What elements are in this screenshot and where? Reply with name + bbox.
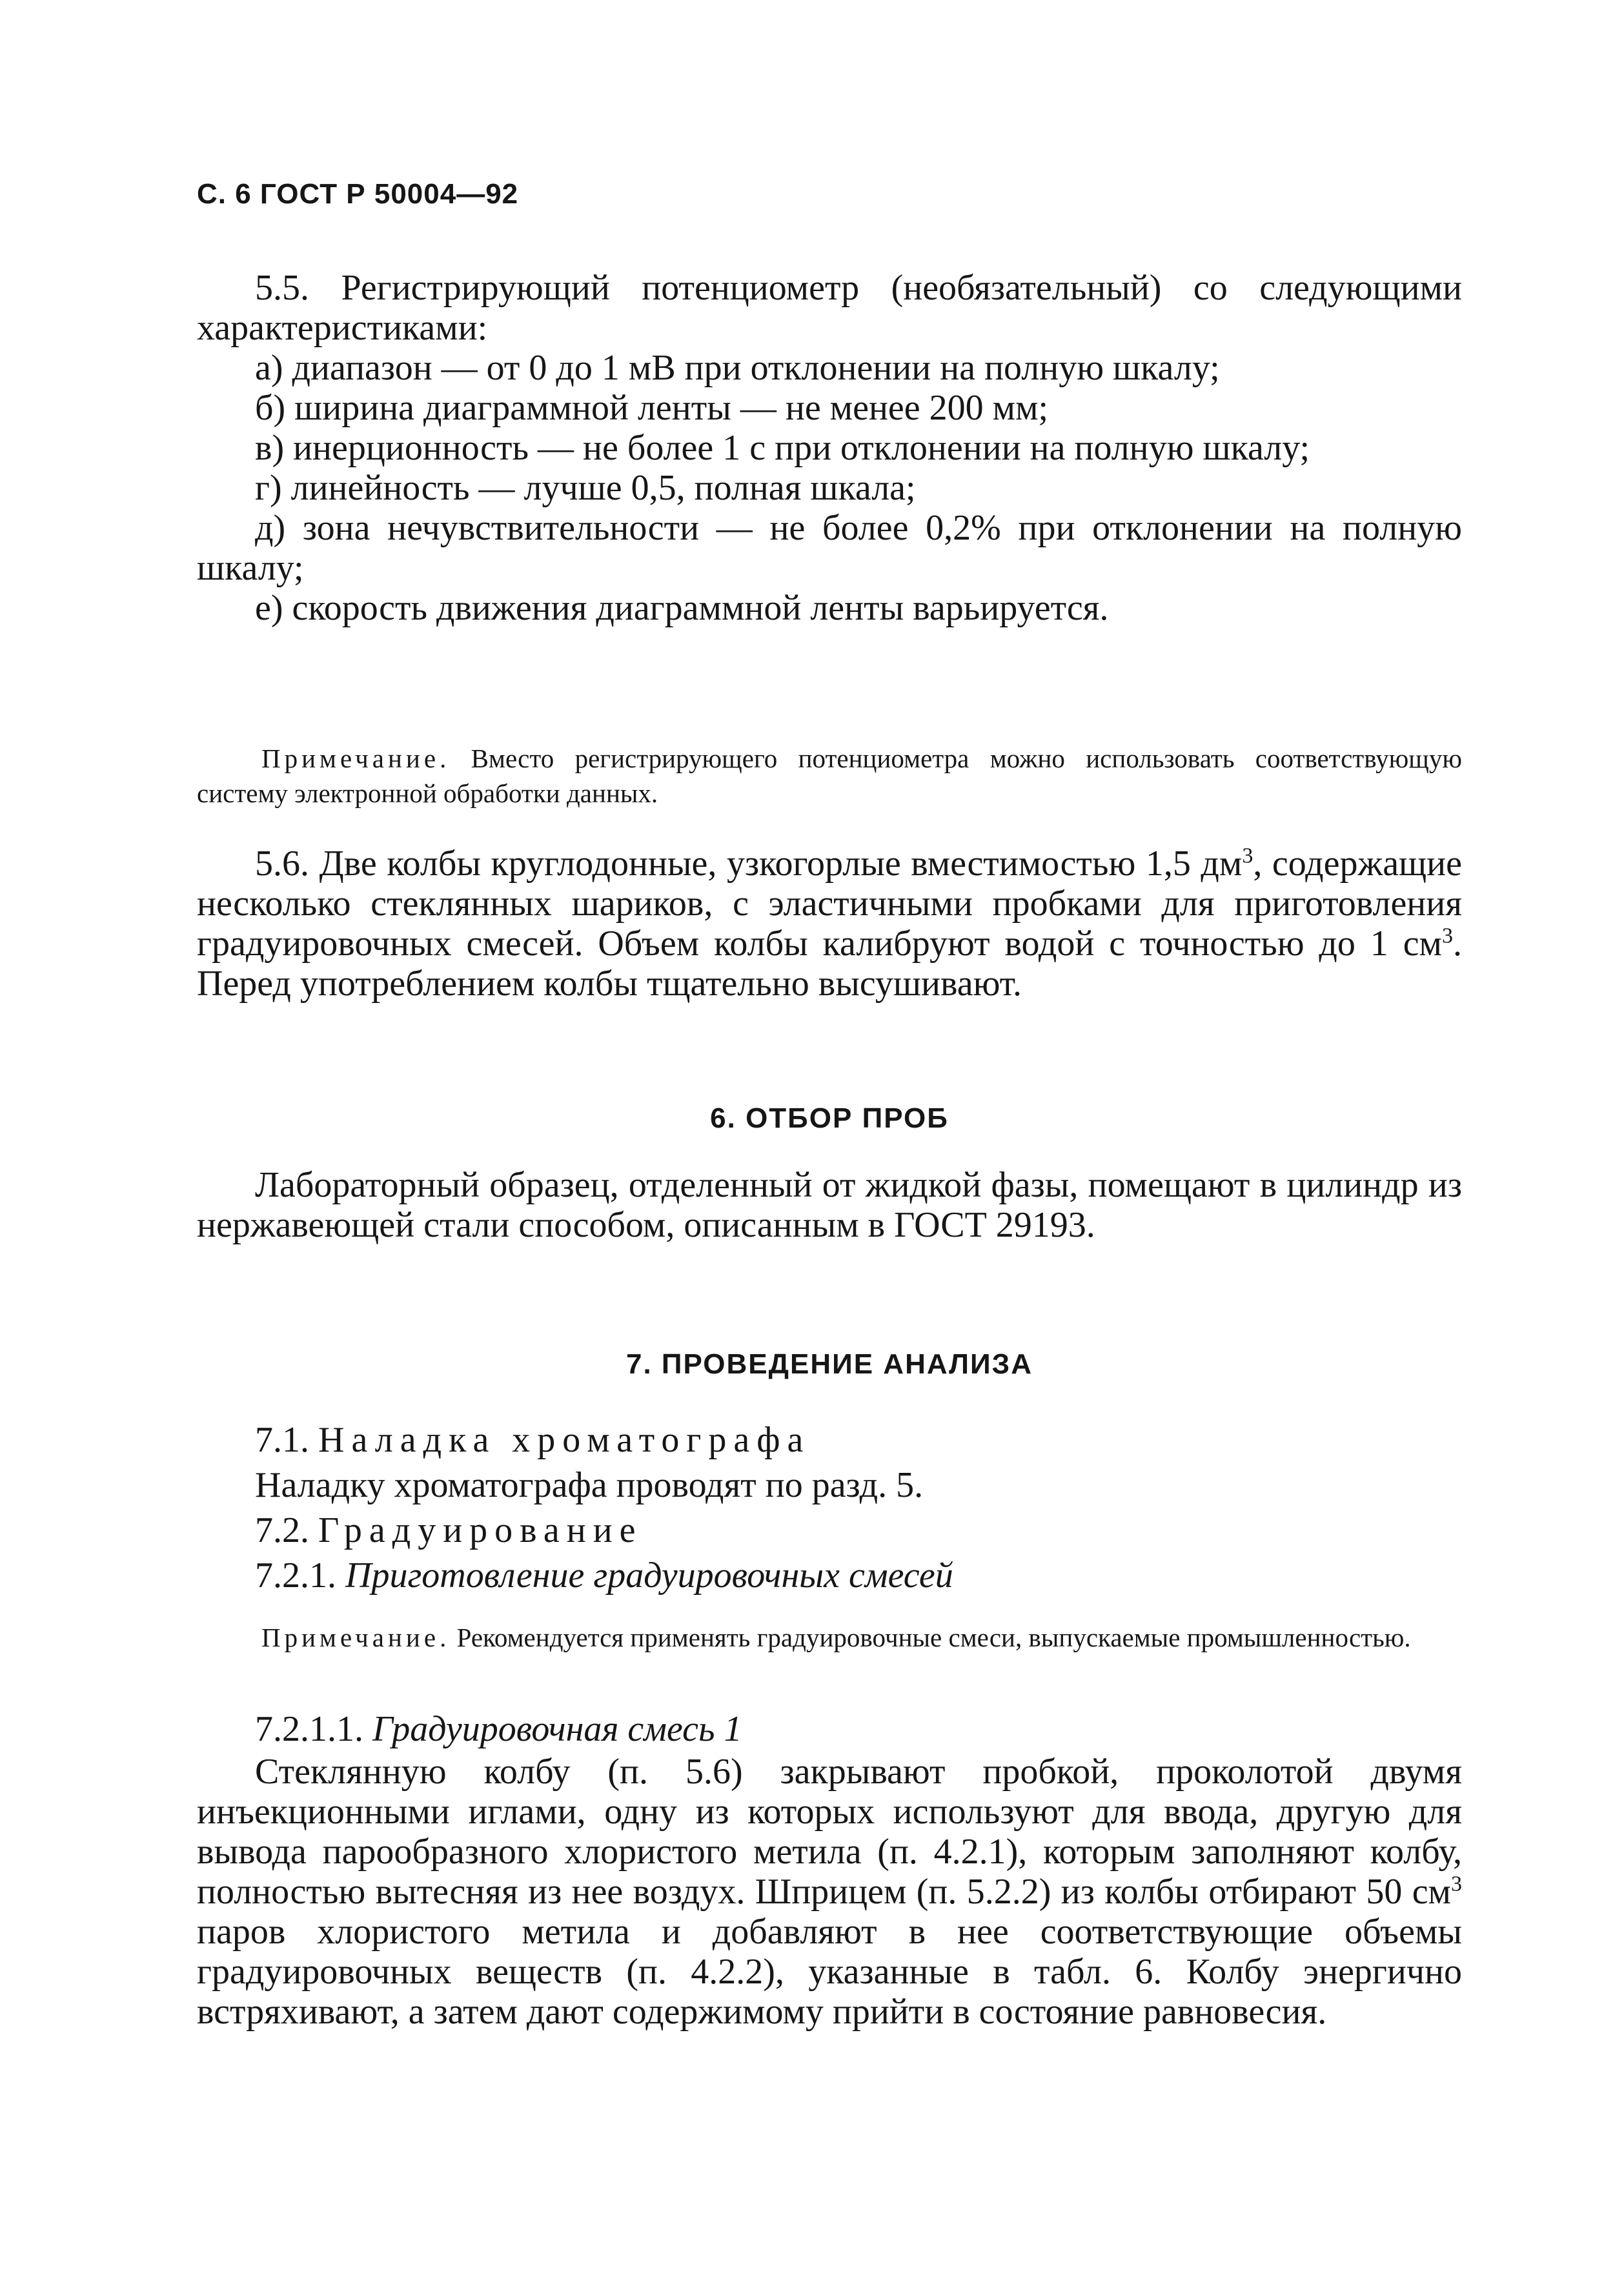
paragraph-7-1: Наладку хроматографа проводят по разд. 5. xyxy=(255,1465,924,1505)
subsection-7-1 xyxy=(197,1420,1462,1460)
superscript: 3 xyxy=(1242,844,1254,868)
section-6-body xyxy=(197,1165,1462,1245)
note-7-2-1 xyxy=(197,1620,1462,1655)
note-label: Примечание. xyxy=(261,1623,451,1652)
subsection-7-2-1-1 xyxy=(197,1709,1462,1749)
paragraph-7-2-1-1: Стеклянную колбу (п. 5.6) закрывают пробкой, проколотой двумя инъекционными иглами, одну из которых используют для ввода, другую для вывода парообразного хлористого метила (п. 4.2.1), которым заполняют колбу, полностью вытесняя из нее воздух. Шприцем (п. 5.2.2) из колбы отбирают 50 $см^3$ паров хлористого метила и добавляют в нее соответствующие объемы градуировочных веществ (п. 4.2.2), указанные в табл. 6. Колбу энергично встряхивают, а затем дают содержимому прийти в состояние равновесия. xyxy=(197,1752,1462,2032)
subsection-7-2-1 xyxy=(197,1555,1462,1595)
subsection-number: 7.2.1. xyxy=(255,1555,336,1595)
paragraph-5-6-part2: , содержащие несколько стеклянных шариков, с эластичными пробками для приготовления градуировочных смесей. Объем колбы калибруют водой с точностью до 1 см xyxy=(197,844,1462,964)
list-item-v: в) инерционность — не более 1 с при отклонении на полную шкалу; xyxy=(255,428,1310,468)
section-5-6 xyxy=(197,844,1462,1004)
superscript: 3 xyxy=(1451,1872,1462,1896)
note-label: Примечание. xyxy=(261,744,451,773)
subsection-title: Градуировочная смесь 1 xyxy=(372,1709,742,1749)
list-item-a: а) диапазон — от 0 до 1 мВ при отклонении на полную шкалу; xyxy=(255,348,1220,388)
note-5-5 xyxy=(197,741,1462,811)
subsection-number: 7.1. xyxy=(255,1420,309,1460)
list-item-e: е) скорость движения диаграммной ленты варьируется. xyxy=(255,588,1109,628)
subsection-number: 7.2. xyxy=(255,1510,309,1550)
page-header: С. 6 ГОСТ Р 50004—92 xyxy=(197,178,519,210)
section-6-heading: 6. ОТБОР ПРОБ xyxy=(710,1102,949,1134)
subsection-title: Наладка хроматографа xyxy=(318,1420,811,1460)
section-7-body xyxy=(197,1420,1462,1595)
subsection-title: Приготовление градуировочных смесей xyxy=(345,1555,953,1595)
note-text: Вместо регистрирующего потенциометра можно использовать соответствующую систему электронной обработки данных. xyxy=(197,744,1462,808)
paragraph-5-6-part3: . Перед употреблением колбы тщательно высушивают. xyxy=(197,924,1462,1004)
section-7-2-1-1 xyxy=(197,1709,1462,2032)
paragraph-5-6-part1: 5.6. Две колбы круглодонные, узкогорлые вместимостью 1,5 дм xyxy=(255,844,1243,884)
paragraph-5-5-intro: 5.5. Регистрирующий потенциометр (необязательный) со следующими характеристиками: xyxy=(197,268,1462,348)
paragraph-6: Лабораторный образец, отделенный от жидкой фазы, помещают в цилиндр из нержавеющей стали способом, описанным в ГОСТ 29193. xyxy=(197,1165,1462,1245)
subsection-7-2 xyxy=(197,1510,1462,1550)
subsection-number: 7.2.1.1. xyxy=(255,1709,363,1749)
list-item-b: б) ширина диаграммной ленты — не менее 200 мм; xyxy=(255,388,1049,428)
section-5-5 xyxy=(197,268,1462,628)
list-item-d: д) зона нечувствительности — не более 0,2% при отклонении на полную шкалу; xyxy=(197,508,1462,588)
subsection-title: Градуирование xyxy=(318,1510,643,1550)
list-item-g: г) линейность — лучше 0,5, полная шкала; xyxy=(255,468,916,508)
note-text: Рекомендуется применять градуировочные смеси, выпускаемые промышленностью. xyxy=(450,1623,1411,1652)
section-7-heading: 7. ПРОВЕДЕНИЕ АНАЛИЗА xyxy=(625,1348,1033,1380)
superscript: 3 xyxy=(1442,924,1453,948)
